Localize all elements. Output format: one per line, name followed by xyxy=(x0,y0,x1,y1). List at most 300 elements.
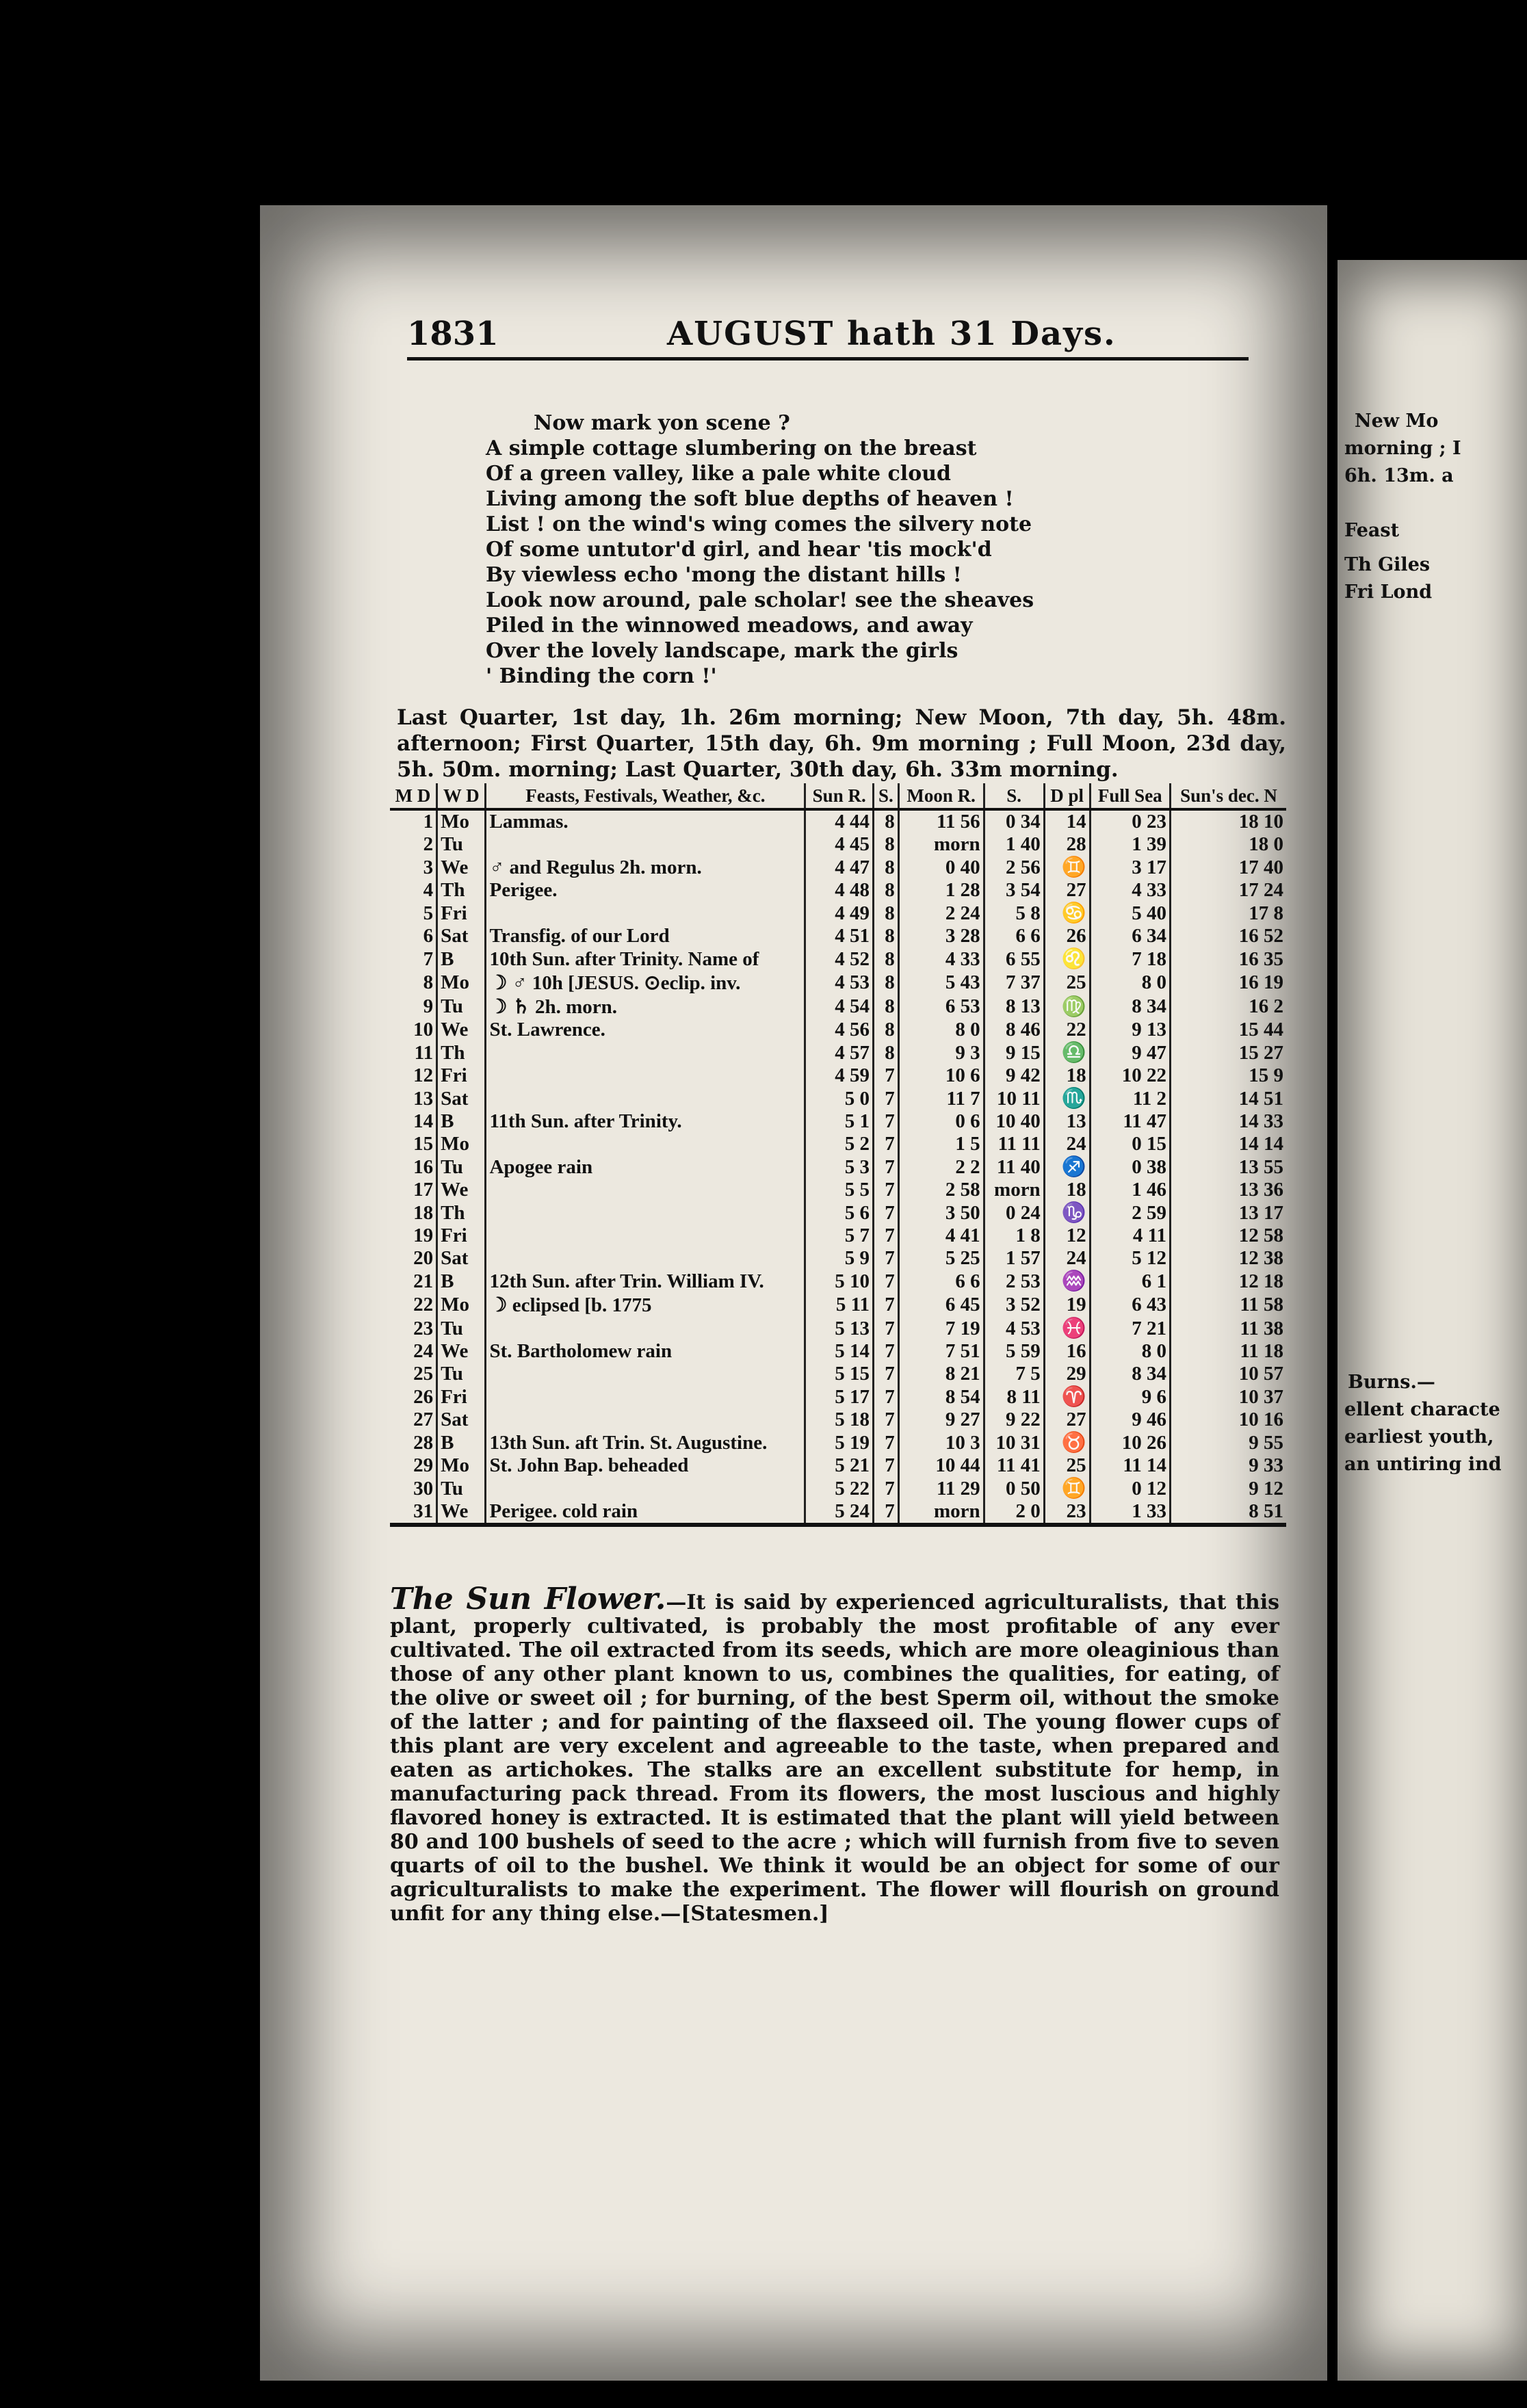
table-cell: Sat xyxy=(437,1247,486,1270)
table-cell: 8 21 xyxy=(898,1363,984,1385)
table-cell: 7 xyxy=(874,1477,899,1500)
table-cell: 24 xyxy=(1044,1133,1090,1155)
table-cell: 4 49 xyxy=(805,902,874,925)
table-cell: morn xyxy=(898,1500,984,1525)
table-cell: 5 15 xyxy=(805,1363,874,1385)
table-cell: Tu xyxy=(437,1155,486,1179)
poem-line: Look now around, pale scholar! see the sheaves xyxy=(486,588,1034,612)
table-cell: 1 5 xyxy=(898,1133,984,1155)
table-cell: 17 xyxy=(413,1179,434,1201)
table-cell: 6 1 xyxy=(1090,1270,1170,1293)
table-cell: Tu xyxy=(437,833,486,856)
table-cell: 6 53 xyxy=(898,995,984,1019)
table-row xyxy=(390,1247,1286,1270)
table-cell: 30 xyxy=(413,1477,434,1500)
table-cell: 0 50 xyxy=(984,1477,1044,1500)
table-row xyxy=(390,833,1286,856)
table-cell: 5 59 xyxy=(984,1340,1044,1363)
table-cell: 12 xyxy=(413,1064,434,1086)
poem-line: Of some untutor'd girl, and hear 'tis mock'd xyxy=(486,538,992,562)
table-cell xyxy=(486,902,805,925)
table-cell xyxy=(486,1225,805,1247)
table-cell: ♎ xyxy=(1044,1041,1090,1064)
table-cell: 5 6 xyxy=(805,1201,874,1225)
table-cell: 9 15 xyxy=(984,1041,1044,1064)
table-cell: 9 6 xyxy=(1090,1385,1170,1409)
table-cell: Th xyxy=(437,1201,486,1225)
table-cell: 6 45 xyxy=(898,1293,984,1317)
table-cell: 8 54 xyxy=(898,1385,984,1409)
table-cell: 7 xyxy=(874,1133,899,1155)
table-cell: 7 21 xyxy=(1090,1317,1170,1340)
table-cell: ♑ xyxy=(1044,1201,1090,1225)
next-page-fragment: New Mo xyxy=(1355,410,1439,432)
table-row xyxy=(390,856,1286,879)
table-cell: 6 34 xyxy=(1090,925,1170,947)
table-cell: 14 xyxy=(1044,809,1090,833)
table-cell: 10 31 xyxy=(984,1431,1044,1454)
next-page-fragment: Th Giles xyxy=(1344,554,1431,575)
table-row xyxy=(390,1340,1286,1363)
table-cell: Mo xyxy=(437,1133,486,1155)
table-cell: 10 37 xyxy=(1170,1385,1286,1409)
table-cell: 28 xyxy=(413,1431,434,1454)
table-row xyxy=(390,1385,1286,1409)
table-cell: 15 44 xyxy=(1170,1019,1286,1041)
table-cell: 1 46 xyxy=(1090,1179,1170,1201)
table-cell: 12 38 xyxy=(1170,1247,1286,1270)
page-year: 1831 xyxy=(407,315,499,353)
table-cell: 10 57 xyxy=(1170,1363,1286,1385)
table-cell: 3 50 xyxy=(898,1201,984,1225)
table-row xyxy=(390,1087,1286,1110)
table-row xyxy=(390,947,1286,971)
column-header: M D xyxy=(390,783,437,809)
table-cell: B xyxy=(437,947,486,971)
table-cell: 7 xyxy=(874,1431,899,1454)
poem-line: By viewless echo 'mong the distant hills ! xyxy=(486,563,962,587)
table-row xyxy=(390,1500,1286,1525)
table-cell: 1 28 xyxy=(898,879,984,902)
table-cell: 11 47 xyxy=(1090,1110,1170,1133)
table-cell: 3 xyxy=(423,856,434,878)
table-row xyxy=(390,1110,1286,1133)
table-cell: 8 11 xyxy=(984,1385,1044,1409)
table-cell: 8 46 xyxy=(984,1019,1044,1041)
table-cell: Mo xyxy=(437,809,486,833)
table-row xyxy=(390,1270,1286,1293)
table-cell: 31 xyxy=(390,1500,437,1525)
next-page-fragment: morning ; I xyxy=(1344,438,1461,459)
table-cell xyxy=(486,1201,805,1225)
table-cell: 13th Sun. aft Trin. St. Augustine. xyxy=(486,1431,805,1454)
table-cell: 13 xyxy=(413,1087,434,1110)
table-cell: ♉ xyxy=(1044,1431,1090,1454)
poem-line: Now mark yon scene ? xyxy=(534,411,790,435)
table-cell: 1 39 xyxy=(1090,833,1170,856)
table-cell: 11 29 xyxy=(898,1477,984,1500)
table-cell: 7 xyxy=(874,1110,899,1133)
table-row xyxy=(390,1201,1286,1225)
table-cell: ♈ xyxy=(1044,1385,1090,1409)
table-cell: 0 34 xyxy=(984,809,1044,833)
table-cell: 29 xyxy=(1044,1363,1090,1385)
table-row xyxy=(390,809,1286,833)
table-cell: 3 54 xyxy=(984,879,1044,902)
table-row xyxy=(390,995,1286,1019)
table-cell: 20 xyxy=(413,1247,434,1269)
table-cell: 5 19 xyxy=(805,1431,874,1454)
table-cell: 5 40 xyxy=(1090,902,1170,925)
table-cell: 8 xyxy=(874,971,899,995)
next-page-fragment: ellent characte xyxy=(1344,1399,1500,1420)
table-cell: 18 10 xyxy=(1170,809,1286,833)
table-cell: 27 xyxy=(413,1409,434,1430)
table-cell: Transfig. of our Lord xyxy=(486,925,805,947)
table-cell: 4 47 xyxy=(805,856,874,879)
table-cell: 2 24 xyxy=(898,902,984,925)
table-cell: 16 xyxy=(1044,1340,1090,1363)
table-cell: 11 41 xyxy=(984,1454,1044,1477)
column-header: S. xyxy=(874,783,899,809)
table-cell: 17 40 xyxy=(1170,856,1286,879)
poem-line: List ! on the wind's wing comes the silvery note xyxy=(486,512,1032,536)
table-cell xyxy=(486,1409,805,1431)
table-cell: 7 xyxy=(874,1155,899,1179)
table-cell: 10 44 xyxy=(898,1454,984,1477)
table-cell: 1 xyxy=(423,811,434,833)
table-row xyxy=(390,902,1286,925)
table-cell: 8 34 xyxy=(1090,995,1170,1019)
table-cell: 11 xyxy=(414,1041,434,1064)
table-cell: 22 xyxy=(1044,1019,1090,1041)
table-row xyxy=(390,1179,1286,1201)
table-cell: 12th Sun. after Trin. William IV. xyxy=(486,1270,805,1293)
table-cell: 8 xyxy=(874,925,899,947)
table-cell: Tu xyxy=(437,1363,486,1385)
table-cell: 11 14 xyxy=(1090,1454,1170,1477)
table-cell xyxy=(486,1041,805,1064)
poem-line: Living among the soft blue depths of heaven ! xyxy=(486,487,1014,511)
table-cell: Mo xyxy=(437,1454,486,1477)
table-cell: 10 6 xyxy=(898,1064,984,1087)
table-cell: 18 xyxy=(1044,1179,1090,1201)
table-row xyxy=(390,1041,1286,1064)
table-cell: 5 24 xyxy=(805,1500,874,1525)
table-cell: ☽ ♂ 10h [JESUS. ⊙eclip. inv. xyxy=(486,971,805,995)
table-cell: 5 21 xyxy=(805,1454,874,1477)
table-cell: 13 17 xyxy=(1170,1201,1286,1225)
table-row xyxy=(390,925,1286,947)
table-cell: 7 5 xyxy=(984,1363,1044,1385)
poem-line: Of a green valley, like a pale white cloud xyxy=(486,462,951,486)
table-cell: 9 33 xyxy=(1170,1454,1286,1477)
column-header: W D xyxy=(437,783,486,809)
article-body: —It is said by experienced agriculturalists, that this plant, properly cultivated, is probably the most profitable of any ever cultivated. The oil extracted from its seeds, which are more oleaginious than those of any other plant known to us, combines the qualities, for eating, of the olive or sweet oil ; for burning, of the best Sperm oil, without the smoke of the latter ; and for painting of the flaxseed oil. The young flower cups of this plant are very excelent and agreeable to the taste, when prepared and eaten as artichokes. The stalks are an excellent substitute for hemp, in manufacturing pack thread. From its flowers, the most luscious and highly flavored honey is extracted. It is estimated that the plant will yield between 80 and 100 bushels of seed to the acre ; which will furnish from five to seven quarts of oil to the bushel. We think it would be an object for some of our agriculturalists to make the experiment. The flower will flourish on ground unfit for any thing else.—[Statesmen.] xyxy=(390,1591,1279,1926)
table-cell: 7 xyxy=(874,1363,899,1385)
table-cell: 7 xyxy=(874,1201,899,1225)
table-cell: 7 xyxy=(874,1340,899,1363)
table-cell: 8 0 xyxy=(1090,1340,1170,1363)
table-cell: 18 0 xyxy=(1170,833,1286,856)
table-cell: 7 xyxy=(874,1454,899,1477)
table-cell: 18 xyxy=(413,1201,434,1224)
table-cell: 9 22 xyxy=(984,1409,1044,1431)
table-cell: 8 51 xyxy=(1170,1500,1286,1525)
table-cell: 7 xyxy=(874,1064,899,1087)
table-cell: 5 14 xyxy=(805,1340,874,1363)
poem-line: Over the lovely landscape, mark the girls xyxy=(486,639,958,663)
table-cell: 24 xyxy=(1044,1247,1090,1270)
table-cell: 11 58 xyxy=(1170,1293,1286,1317)
table-cell: 16 19 xyxy=(1170,971,1286,995)
table-cell: 5 2 xyxy=(805,1133,874,1155)
table-cell: Tu xyxy=(437,1317,486,1340)
table-cell: 7 51 xyxy=(898,1340,984,1363)
table-cell: 2 0 xyxy=(984,1500,1044,1525)
table-cell: Th xyxy=(437,879,486,902)
table-row xyxy=(390,1064,1286,1087)
table-cell: ♍ xyxy=(1044,995,1090,1019)
table-cell: 8 xyxy=(423,971,434,993)
table-cell: 1 8 xyxy=(984,1225,1044,1247)
table-cell: 10 xyxy=(413,1019,434,1041)
table-cell: 16 35 xyxy=(1170,947,1286,971)
table-cell: 8 xyxy=(874,856,899,879)
table-cell: 10th Sun. after Trinity. Name of xyxy=(486,947,805,971)
table-cell xyxy=(486,1247,805,1270)
table-cell: 7 37 xyxy=(984,971,1044,995)
table-cell: 27 xyxy=(1044,879,1090,902)
table-cell: Tu xyxy=(437,1477,486,1500)
table-cell: 6 43 xyxy=(1090,1293,1170,1317)
table-cell: 0 6 xyxy=(898,1110,984,1133)
table-cell: 16 2 xyxy=(1170,995,1286,1019)
table-cell: 4 56 xyxy=(805,1019,874,1041)
table-cell: 10 3 xyxy=(898,1431,984,1454)
table-cell: 8 0 xyxy=(1090,971,1170,995)
table-cell: 12 xyxy=(1044,1225,1090,1247)
table-cell: 8 xyxy=(874,995,899,1019)
table-cell: 12 58 xyxy=(1170,1225,1286,1247)
table-row xyxy=(390,1363,1286,1385)
table-cell: 10 11 xyxy=(984,1087,1044,1110)
table-cell: 4 xyxy=(423,879,434,901)
table-cell: 4 54 xyxy=(805,995,874,1019)
article-title: The Sun Flower. xyxy=(390,1582,666,1617)
table-cell: 7 xyxy=(874,1293,899,1317)
table-cell: 3 17 xyxy=(1090,856,1170,879)
table-cell: 9 42 xyxy=(984,1064,1044,1087)
table-cell: 13 xyxy=(1044,1110,1090,1133)
column-header: D pl xyxy=(1044,783,1090,809)
table-row xyxy=(390,1133,1286,1155)
table-cell: 7 xyxy=(874,1247,899,1270)
table-cell: 28 xyxy=(1044,833,1090,856)
table-cell: 8 xyxy=(874,902,899,925)
table-cell: 2 2 xyxy=(898,1155,984,1179)
table-cell: 5 18 xyxy=(805,1409,874,1431)
table-cell: 8 xyxy=(874,879,899,902)
table-cell: 11 40 xyxy=(984,1155,1044,1179)
table-cell: Sat xyxy=(437,1087,486,1110)
table-cell: 5 43 xyxy=(898,971,984,995)
next-page-fragment: earliest youth, xyxy=(1344,1426,1494,1448)
table-cell: Apogee rain xyxy=(486,1155,805,1179)
table-cell: We xyxy=(437,1019,486,1041)
table-cell: ♏ xyxy=(1044,1087,1090,1110)
table-cell xyxy=(486,1087,805,1110)
table-cell: 7 19 xyxy=(898,1317,984,1340)
almanac-page xyxy=(260,205,1327,2381)
table-row xyxy=(390,1317,1286,1340)
table-cell: 17 8 xyxy=(1170,902,1286,925)
table-cell: 12 18 xyxy=(1170,1270,1286,1293)
table-cell: ☽ eclipsed [b. 1775 xyxy=(486,1293,805,1317)
table-cell xyxy=(486,1179,805,1201)
table-cell xyxy=(486,833,805,856)
table-cell: 5 17 xyxy=(805,1385,874,1409)
table-cell xyxy=(486,1385,805,1409)
table-cell: 25 xyxy=(1044,1454,1090,1477)
table-cell: Mo xyxy=(437,1293,486,1317)
table-cell: Tu xyxy=(437,995,486,1019)
table-cell: 22 xyxy=(413,1294,434,1316)
table-cell: Th xyxy=(437,1041,486,1064)
table-cell: 15 9 xyxy=(1170,1064,1286,1087)
table-cell: 9 27 xyxy=(898,1409,984,1431)
table-cell: Fri xyxy=(437,1385,486,1409)
table-cell: 8 13 xyxy=(984,995,1044,1019)
table-cell: 3 28 xyxy=(898,925,984,947)
column-header: S. xyxy=(984,783,1044,809)
table-cell: 7 18 xyxy=(1090,947,1170,971)
table-cell: We xyxy=(437,856,486,879)
table-cell: 9 12 xyxy=(1170,1477,1286,1500)
table-cell: 4 53 xyxy=(805,971,874,995)
table-cell: 10 16 xyxy=(1170,1409,1286,1431)
column-header: Sun R. xyxy=(805,783,874,809)
column-header: Feasts, Festivals, Weather, &c. xyxy=(486,783,805,809)
table-cell: 5 22 xyxy=(805,1477,874,1500)
table-cell: 1 57 xyxy=(984,1247,1044,1270)
table-cell: 7 xyxy=(874,1270,899,1293)
table-cell: St. Bartholomew rain xyxy=(486,1340,805,1363)
table-cell: Fri xyxy=(437,1064,486,1087)
table-cell: St. John Bap. beheaded xyxy=(486,1454,805,1477)
poem-line: A simple cottage slumbering on the breast xyxy=(486,436,977,460)
table-cell: 5 xyxy=(423,902,434,924)
table-cell: 5 8 xyxy=(984,902,1044,925)
table-cell: 23 xyxy=(413,1317,434,1339)
table-cell: 8 xyxy=(874,947,899,971)
table-cell: 6 6 xyxy=(984,925,1044,947)
table-cell: Mo xyxy=(437,971,486,995)
table-cell: 4 41 xyxy=(898,1225,984,1247)
table-cell: Perigee. xyxy=(486,879,805,902)
table-row xyxy=(390,1431,1286,1454)
table-cell: 3 52 xyxy=(984,1293,1044,1317)
table-cell: 4 52 xyxy=(805,947,874,971)
table-cell: 2 xyxy=(423,833,434,855)
table-cell: 16 52 xyxy=(1170,925,1286,947)
page-title: AUGUST hath 31 Days. xyxy=(667,315,1117,353)
table-cell: 4 57 xyxy=(805,1041,874,1064)
table-row xyxy=(390,1293,1286,1317)
table-cell: 7 xyxy=(874,1225,899,1247)
table-cell: B xyxy=(437,1110,486,1133)
table-cell: 8 xyxy=(874,833,899,856)
table-cell: 9 13 xyxy=(1090,1019,1170,1041)
table-cell: 4 44 xyxy=(805,809,874,833)
table-cell: 2 58 xyxy=(898,1179,984,1201)
table-row xyxy=(390,971,1286,995)
table-cell: 15 27 xyxy=(1170,1041,1286,1064)
table-cell: 7 xyxy=(874,1087,899,1110)
table-cell: 0 12 xyxy=(1090,1477,1170,1500)
table-cell: 6 xyxy=(423,925,434,947)
table-cell: We xyxy=(437,1340,486,1363)
table-cell xyxy=(486,1064,805,1087)
table-cell: 21 xyxy=(413,1270,434,1292)
column-header: Moon R. xyxy=(898,783,984,809)
table-cell: 5 13 xyxy=(805,1317,874,1340)
table-cell: 14 xyxy=(413,1110,434,1132)
table-cell: 5 3 xyxy=(805,1155,874,1179)
table-cell: 7 xyxy=(874,1179,899,1201)
table-cell: 10 26 xyxy=(1090,1431,1170,1454)
table-cell: 24 xyxy=(413,1340,434,1362)
table-cell: 11th Sun. after Trinity. xyxy=(486,1110,805,1133)
table-cell: 27 xyxy=(1044,1409,1090,1431)
table-cell: 5 10 xyxy=(805,1270,874,1293)
table-cell: 4 33 xyxy=(1090,879,1170,902)
calendar-table xyxy=(390,783,1286,1527)
table-cell: 2 59 xyxy=(1090,1201,1170,1225)
table-cell: Fri xyxy=(437,1225,486,1247)
sunflower-article xyxy=(390,1582,1279,1926)
table-cell: 16 xyxy=(413,1155,434,1178)
table-cell: Fri xyxy=(437,902,486,925)
table-cell: 7 xyxy=(874,1317,899,1340)
table-cell: ♓ xyxy=(1044,1317,1090,1340)
table-cell: 5 1 xyxy=(805,1110,874,1133)
table-cell: 8 0 xyxy=(898,1019,984,1041)
table-cell: 7 xyxy=(874,1409,899,1431)
table-cell: 0 24 xyxy=(984,1201,1044,1225)
table-cell: 9 46 xyxy=(1090,1409,1170,1431)
table-cell: Sat xyxy=(437,1409,486,1431)
table-cell: We xyxy=(437,1179,486,1201)
next-page-fragment: an untiring ind xyxy=(1344,1454,1502,1475)
moon-phases: Last Quarter, 1st day, 1h. 26m morning; New Moon, 7th day, 5h. 48m. afternoon; First Quarter, 15th day, 6h. 9m morning ; Full Moon, 23d day, 5h. 50m. morning; Last Quarter, 30th day, 6h. 33m morning. xyxy=(397,705,1286,782)
table-cell: Sat xyxy=(437,925,486,947)
table-cell: 5 0 xyxy=(805,1087,874,1110)
table-cell: 8 xyxy=(874,1041,899,1064)
table-cell: 1 40 xyxy=(984,833,1044,856)
table-cell: 8 xyxy=(874,809,899,833)
next-page-fragment: Fri Lond xyxy=(1344,581,1433,603)
table-cell: 11 7 xyxy=(898,1087,984,1110)
next-page-fragment: Burns.— xyxy=(1348,1372,1435,1393)
next-page-edge xyxy=(1337,260,1527,2381)
table-cell: morn xyxy=(984,1179,1044,1201)
table-cell: 5 25 xyxy=(898,1247,984,1270)
table-cell: 6 6 xyxy=(898,1270,984,1293)
table-cell: 18 xyxy=(1044,1064,1090,1087)
table-cell: ♊ xyxy=(1044,1477,1090,1500)
table-cell: 7 xyxy=(874,1385,899,1409)
